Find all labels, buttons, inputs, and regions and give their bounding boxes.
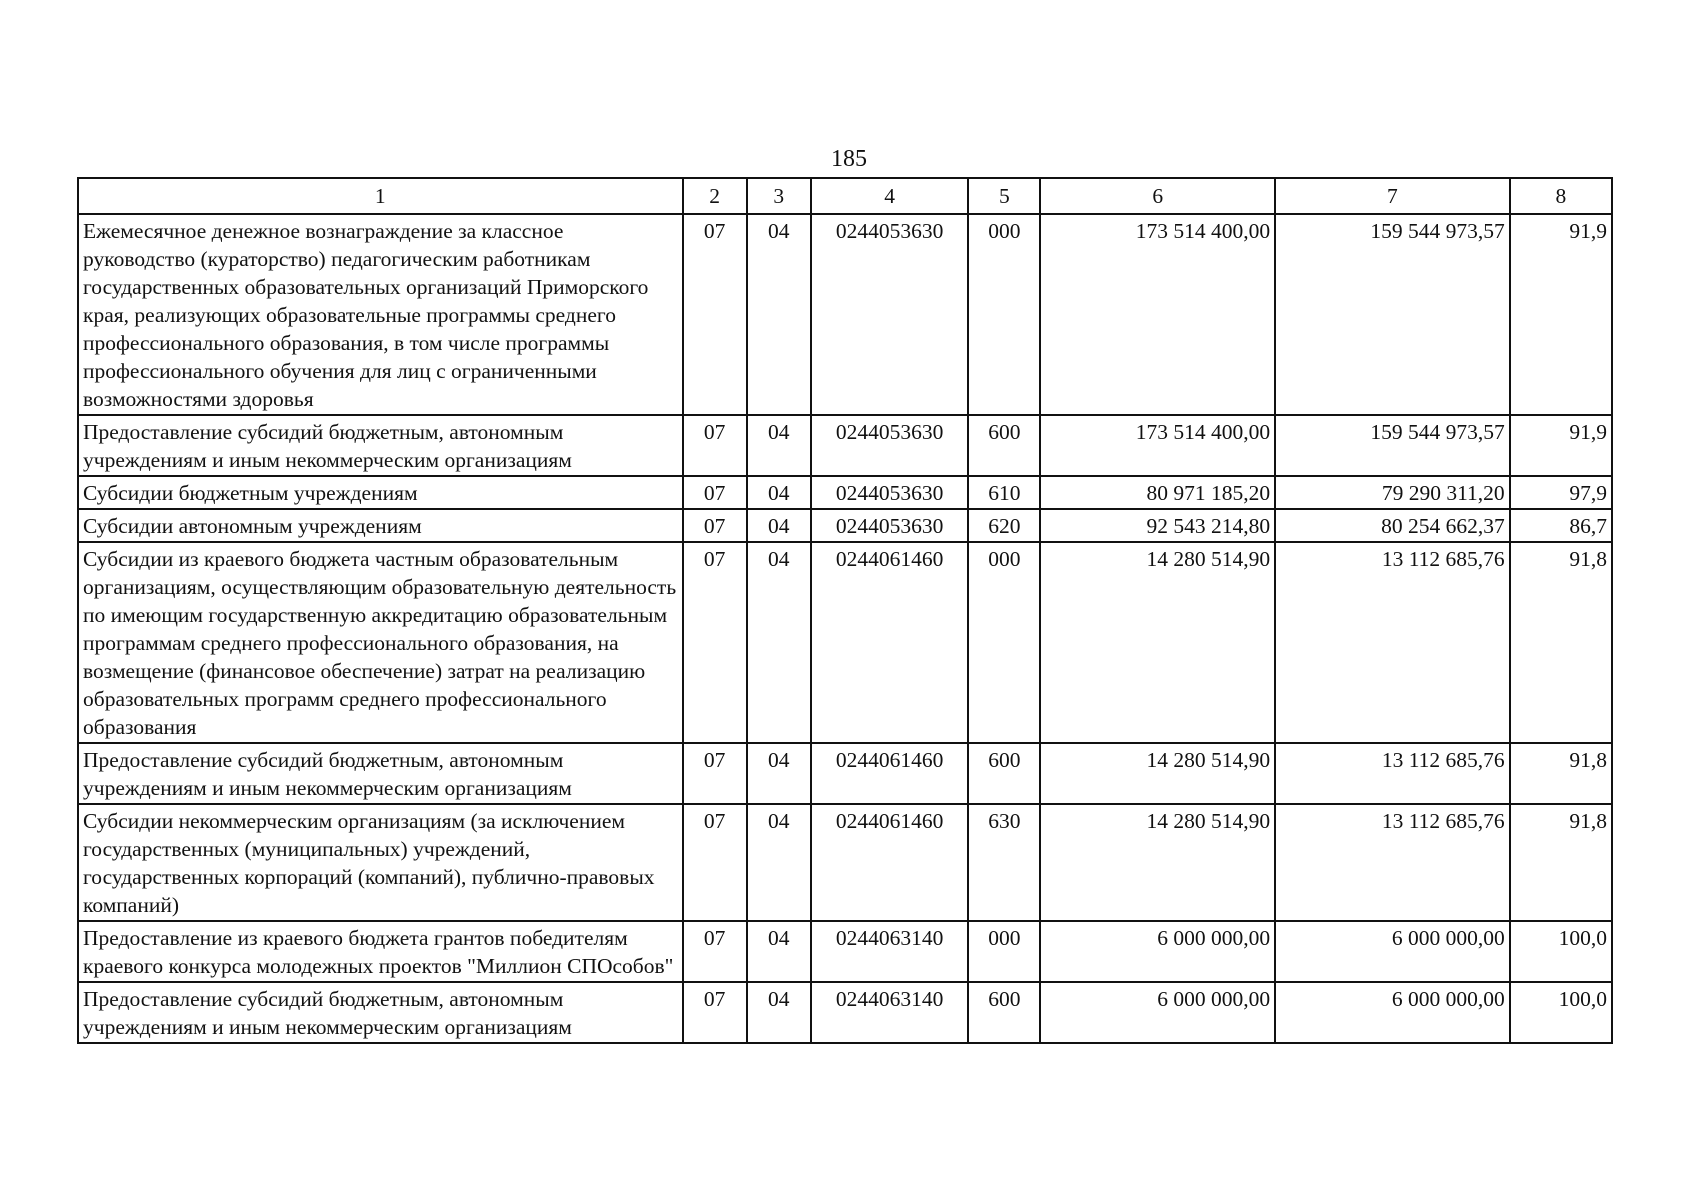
row-csr: 0244053630 (811, 476, 968, 509)
row-vr: 630 (968, 804, 1040, 921)
row-rz: 07 (683, 509, 747, 542)
table-row (78, 982, 1612, 1043)
row-vr: 610 (968, 476, 1040, 509)
row-plan: 6 000 000,00 (1040, 982, 1275, 1043)
row-fact: 6 000 000,00 (1275, 982, 1510, 1043)
row-pct: 86,7 (1510, 509, 1612, 542)
row-pr: 04 (747, 804, 811, 921)
row-pct: 91,9 (1510, 214, 1612, 415)
row-pr: 04 (747, 982, 811, 1043)
row-pr: 04 (747, 415, 811, 476)
table-row (78, 214, 1612, 415)
row-vr: 600 (968, 415, 1040, 476)
row-vr: 620 (968, 509, 1040, 542)
row-plan: 6 000 000,00 (1040, 921, 1275, 982)
row-name: Предоставление субсидий бюджетным, автономным учреждениям и иным некоммерческим организациям (78, 982, 683, 1043)
row-name: Предоставление субсидий бюджетным, автономным учреждениям и иным некоммерческим организациям (78, 743, 683, 804)
row-csr: 0244063140 (811, 921, 968, 982)
row-pr: 04 (747, 542, 811, 743)
row-pr: 04 (747, 476, 811, 509)
row-pr: 04 (747, 214, 811, 415)
column-header: 7 (1275, 178, 1510, 214)
row-vr: 000 (968, 921, 1040, 982)
row-pct: 91,8 (1510, 804, 1612, 921)
row-csr: 0244063140 (811, 982, 968, 1043)
column-header: 8 (1510, 178, 1612, 214)
row-name: Субсидии бюджетным учреждениям (78, 476, 683, 509)
row-pct: 100,0 (1510, 921, 1612, 982)
row-name: Ежемесячное денежное вознаграждение за классное руководство (кураторство) педагогическим работникам государственных образовательных организаций Приморского края, реализующих образовательные программы среднего профессионального образования, в том числе программы профессионального обучения для лиц с ограниченными возможностями здоровья (78, 214, 683, 415)
row-fact: 13 112 685,76 (1275, 804, 1510, 921)
row-plan: 80 971 185,20 (1040, 476, 1275, 509)
table-row (78, 509, 1612, 542)
row-pct: 91,8 (1510, 743, 1612, 804)
row-csr: 0244061460 (811, 542, 968, 743)
column-header: 5 (968, 178, 1040, 214)
row-plan: 92 543 214,80 (1040, 509, 1275, 542)
row-name: Субсидии некоммерческим организациям (за исключением государственных (муниципальных) учреждений, государственных корпораций (компаний), публично-правовых компаний) (78, 804, 683, 921)
budget-table (77, 177, 1613, 1044)
row-name: Предоставление субсидий бюджетным, автономным учреждениям и иным некоммерческим организациям (78, 415, 683, 476)
row-pr: 04 (747, 921, 811, 982)
row-pct: 91,9 (1510, 415, 1612, 476)
row-rz: 07 (683, 415, 747, 476)
row-name: Предоставление из краевого бюджета грантов победителям краевого конкурса молодежных проектов "Миллион СПОсобов" (78, 921, 683, 982)
row-vr: 600 (968, 743, 1040, 804)
row-rz: 07 (683, 982, 747, 1043)
row-rz: 07 (683, 542, 747, 743)
table-row (78, 743, 1612, 804)
row-pct: 97,9 (1510, 476, 1612, 509)
row-fact: 13 112 685,76 (1275, 542, 1510, 743)
row-pr: 04 (747, 509, 811, 542)
table-header-row (78, 178, 1612, 214)
table-row (78, 804, 1612, 921)
row-pct: 91,8 (1510, 542, 1612, 743)
row-vr: 600 (968, 982, 1040, 1043)
row-plan: 173 514 400,00 (1040, 214, 1275, 415)
row-csr: 0244053630 (811, 415, 968, 476)
page-number: 185 (831, 146, 867, 172)
row-fact: 80 254 662,37 (1275, 509, 1510, 542)
row-rz: 07 (683, 743, 747, 804)
row-plan: 14 280 514,90 (1040, 743, 1275, 804)
row-csr: 0244061460 (811, 743, 968, 804)
row-fact: 159 544 973,57 (1275, 415, 1510, 476)
row-fact: 6 000 000,00 (1275, 921, 1510, 982)
row-pct: 100,0 (1510, 982, 1612, 1043)
row-name: Субсидии из краевого бюджета частным образовательным организациям, осуществляющим образовательную деятельность по имеющим государственную аккредитацию образовательным программам среднего профессионального образования, на возмещение (финансовое обеспечение) затрат на реализацию образовательных программ среднего профессионального образования (78, 542, 683, 743)
row-fact: 79 290 311,20 (1275, 476, 1510, 509)
row-vr: 000 (968, 542, 1040, 743)
row-name: Субсидии автономным учреждениям (78, 509, 683, 542)
table-row (78, 415, 1612, 476)
row-rz: 07 (683, 921, 747, 982)
row-pr: 04 (747, 743, 811, 804)
row-csr: 0244053630 (811, 509, 968, 542)
column-header: 3 (747, 178, 811, 214)
table-row (78, 921, 1612, 982)
row-plan: 14 280 514,90 (1040, 804, 1275, 921)
table-row (78, 542, 1612, 743)
column-header: 1 (78, 178, 683, 214)
column-header: 2 (683, 178, 747, 214)
row-rz: 07 (683, 476, 747, 509)
row-fact: 13 112 685,76 (1275, 743, 1510, 804)
row-plan: 14 280 514,90 (1040, 542, 1275, 743)
column-header: 4 (811, 178, 968, 214)
row-vr: 000 (968, 214, 1040, 415)
row-csr: 0244061460 (811, 804, 968, 921)
row-fact: 159 544 973,57 (1275, 214, 1510, 415)
row-rz: 07 (683, 804, 747, 921)
row-plan: 173 514 400,00 (1040, 415, 1275, 476)
column-header: 6 (1040, 178, 1275, 214)
row-rz: 07 (683, 214, 747, 415)
row-csr: 0244053630 (811, 214, 968, 415)
table-row (78, 476, 1612, 509)
